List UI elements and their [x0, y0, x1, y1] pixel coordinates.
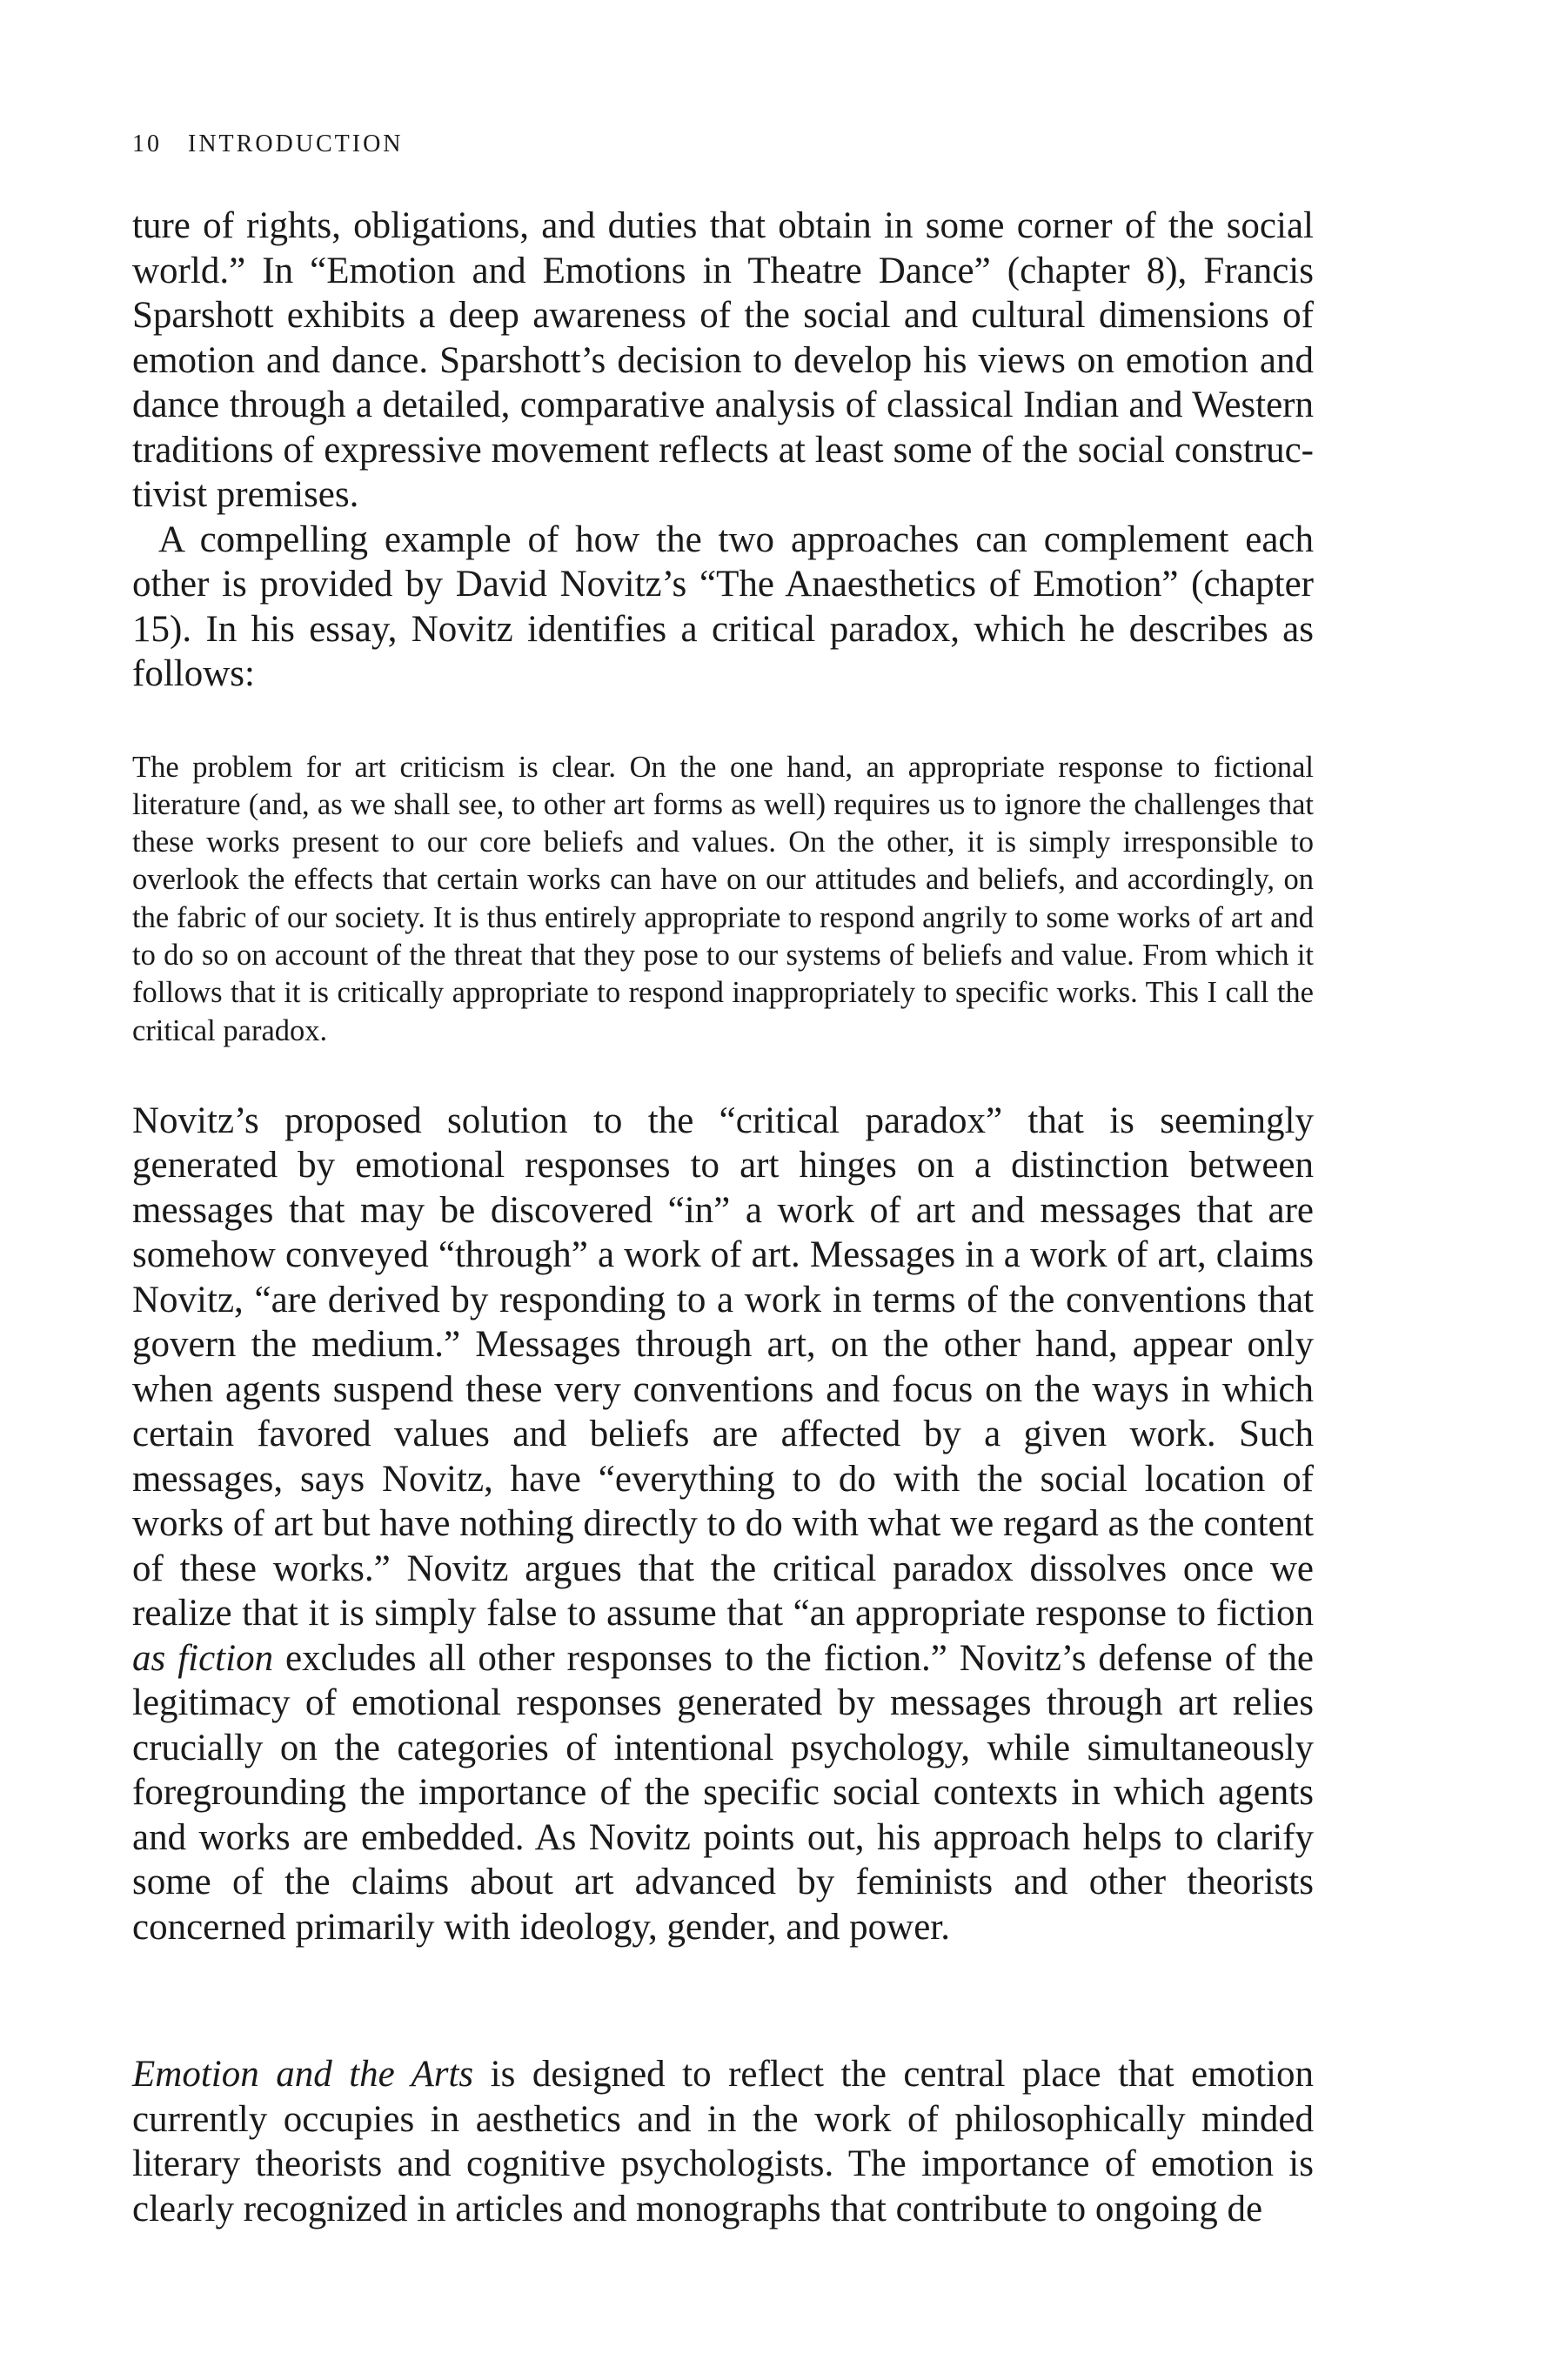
paragraph-continued: ture of rights, obligations, and duties that obtain in some corner of the social world.” In “Emotion and Emotions in Theatre Dance” (chapter 8), Francis Sparshott exhibits a deep awareness of the social and cultural dimensions of emotion and dance. Sparshott’s decision to develop his views on emotion and dance through a detailed, comparative analysis of classical Indian and Western traditions of expressive movement reflects at least some of the social constructivist premises.	[132, 205, 1314, 515]
paragraph-text: excludes all other responses to the fiction.” Novitz’s defense of the legitimacy of emotional responses generated by messages through art relies crucially on the categories of intentional psychology, while simultaneously foregrounding the importance of the specific social contexts in which agents and works are embedded. As Novitz points out, his approach helps to clarify some of the claims about art advanced by feminists and other theorists concerned primarily with ideology, gender, and power.	[132, 1637, 1314, 1948]
running-head	[132, 130, 404, 158]
paragraph-book-description	[132, 2052, 1314, 2231]
page-number: 10	[132, 130, 162, 157]
paragraph-text: is designed to reflect the central place that emotion currently occupies in aesthetics and in the work of philosophically minded literary theorists and cognitive psychologists. The importance of emotion is clearly recognized in articles and monographs that contribute to ongoing de	[132, 2054, 1314, 2230]
running-head-title: INTRODUCTION	[188, 130, 404, 157]
paragraph-novitz-solution	[132, 1099, 1314, 1950]
emphasis-text: as fiction	[132, 1637, 274, 1679]
book-title: Emotion and the Arts	[132, 2054, 474, 2096]
block-quote: The problem for art criticism is clear. On the one hand, an appropriate response to fictional literature (and, as we shall see, to other art forms as well) requires us to ignore the challenges that these works present to our core beliefs and values. On the other, it is simply irresponsible to overlook the effects that certain works can have on our attitudes and beliefs, and accordingly, on the fabric of our society. It is thus entirely appropriate to respond angrily to some works of art and to do so on account of the threat that they pose to our systems of beliefs and value. From which it follows that it is critically appropriate to respond inappropriately to specific works. This I call the critical paradox.	[132, 750, 1314, 1047]
paragraph-novitz-intro: A compelling example of how the two approaches can complement each other is provided by David Novitz’s “The Anaesthetics of Emotion” (chapter 15). In his essay, Novitz identifies a critical paradox, which he describes as follows:	[132, 518, 1314, 694]
page-body	[132, 204, 1314, 2231]
paragraph-text: Novitz’s proposed solution to the “critical paradox” that is seemingly generated by emotional responses to art hinges on a distinction between messages that may be discovered “in” a work of art and messages that are somehow conveyed “through” a work of art. Messages in a work of art, claims Novitz, “are derived by responding to a work in terms of the conventions that govern the medium.” Messages through art, on the other hand, appear only when agents suspend these very conventions and focus on the ways in which certain favored values and beliefs are affected by a given work. Such messages, says Novitz, have “everything to do with the social location of works of art but have nothing directly to do with what we regard as the content of these works.” Novitz argues that the critical paradox dissolves once we realize that it is simply false to assume that “an appropriate response to fiction	[132, 1100, 1314, 1635]
